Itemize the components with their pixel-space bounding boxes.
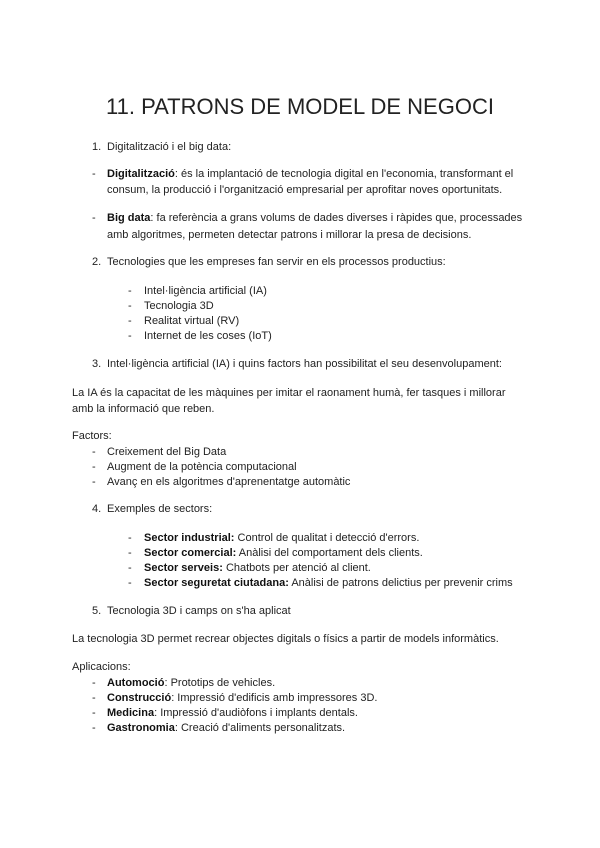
list-number: 2. xyxy=(92,256,102,268)
item-text: Control de qualitat i detecció d'errors. xyxy=(234,532,420,544)
list-item xyxy=(107,706,358,721)
list-item: Internet de les coses (IoT) xyxy=(144,330,272,342)
bullet-dash: - xyxy=(92,461,96,473)
definition-item xyxy=(107,211,522,226)
bullet-dash: - xyxy=(92,212,96,224)
list-number: 5. xyxy=(92,605,102,617)
section-heading: Intel·ligència artificial (IA) i quins factors han possibilitat el seu desenvolupament: xyxy=(107,358,502,370)
section-heading: Tecnologies que les empreses fan servir en els processos productius: xyxy=(107,256,446,268)
item-text: : Prototips de vehicles. xyxy=(164,677,276,689)
definition-text: amb algoritmes, permeten detectar patrons i millorar la presa de decisions. xyxy=(107,229,472,241)
list-item: Tecnologia 3D xyxy=(144,300,214,312)
bullet-dash: - xyxy=(128,315,132,327)
term: Medicina xyxy=(107,707,155,719)
list-item: Avanç en els algoritmes d'aprenentatge automàtic xyxy=(107,476,351,488)
list-item xyxy=(107,691,377,706)
bullet-dash: - xyxy=(128,285,132,297)
bullet-dash: - xyxy=(128,547,132,559)
definition-text: : és la implantació de tecnologia digital en l'economia, transformant el xyxy=(174,168,514,180)
list-item xyxy=(144,546,423,561)
bullet-dash: - xyxy=(128,577,132,589)
bullet-dash: - xyxy=(128,300,132,312)
item-text: Chatbots per atenció al client. xyxy=(222,562,371,574)
bullet-dash: - xyxy=(92,692,96,704)
list-item xyxy=(107,676,275,691)
bullet-dash: - xyxy=(92,476,96,488)
paragraph: La IA és la capacitat de les màquines per imitar el raonament humà, fer tasques i millorar xyxy=(72,387,506,399)
section-heading: Tecnologia 3D i camps on s'ha aplicat xyxy=(107,605,291,617)
term: Big data xyxy=(107,212,151,224)
factors-label: Factors: xyxy=(72,430,112,442)
page-title: 11. PATRONS DE MODEL DE NEGOCI xyxy=(106,94,494,119)
paragraph: amb la informació que reben. xyxy=(72,403,215,415)
term: Gastronomia xyxy=(107,722,175,734)
term: Sector serveis: xyxy=(144,562,223,574)
list-item: Augment de la potència computacional xyxy=(107,461,297,473)
list-item: Realitat virtual (RV) xyxy=(144,315,240,327)
applications-label: Aplicacions: xyxy=(72,661,131,673)
section-heading: Digitalització i el big data: xyxy=(107,141,232,153)
list-item xyxy=(144,531,419,546)
section-heading: Exemples de sectors: xyxy=(107,503,213,515)
term: Sector industrial: xyxy=(144,532,235,544)
term: Sector comercial: xyxy=(144,547,237,559)
item-text: Anàlisi de patrons delictius per prevenir crims xyxy=(288,577,513,589)
term: Digitalització xyxy=(107,168,175,180)
bullet-dash: - xyxy=(92,677,96,689)
term: Sector seguretat ciutadana: xyxy=(144,577,289,589)
list-item xyxy=(144,561,371,576)
paragraph: La tecnologia 3D permet recrear objectes digitals o físics a partir de models informàtics. xyxy=(72,633,499,645)
definition-text: consum, la producció i l'organització empresarial per aprofitar noves oportunitats. xyxy=(107,184,503,196)
definition-text: : fa referència a grans volums de dades diverses i ràpides que, processades xyxy=(150,212,523,224)
bullet-dash: - xyxy=(128,330,132,342)
bullet-dash: - xyxy=(92,722,96,734)
bullet-dash: - xyxy=(128,532,132,544)
list-item xyxy=(107,721,345,736)
item-text: : Impressió d'edificis amb impressores 3D. xyxy=(171,692,378,704)
list-number: 3. xyxy=(92,358,102,370)
bullet-dash: - xyxy=(92,707,96,719)
list-item: Intel·ligència artificial (IA) xyxy=(144,285,267,297)
list-item: Creixement del Big Data xyxy=(107,446,227,458)
bullet-dash: - xyxy=(128,562,132,574)
item-text: : Creació d'aliments personalitzats. xyxy=(174,722,346,734)
item-text: Anàlisi del comportament dels clients. xyxy=(236,547,423,559)
term: Construcció xyxy=(107,692,172,704)
definition-item xyxy=(107,167,513,182)
term: Automoció xyxy=(107,677,165,689)
list-number: 4. xyxy=(92,503,102,515)
bullet-dash: - xyxy=(92,168,96,180)
list-item xyxy=(144,576,513,591)
item-text: : Impressió d'audiòfons i implants dentals. xyxy=(154,707,358,719)
list-number: 1. xyxy=(92,141,102,153)
bullet-dash: - xyxy=(92,446,96,458)
